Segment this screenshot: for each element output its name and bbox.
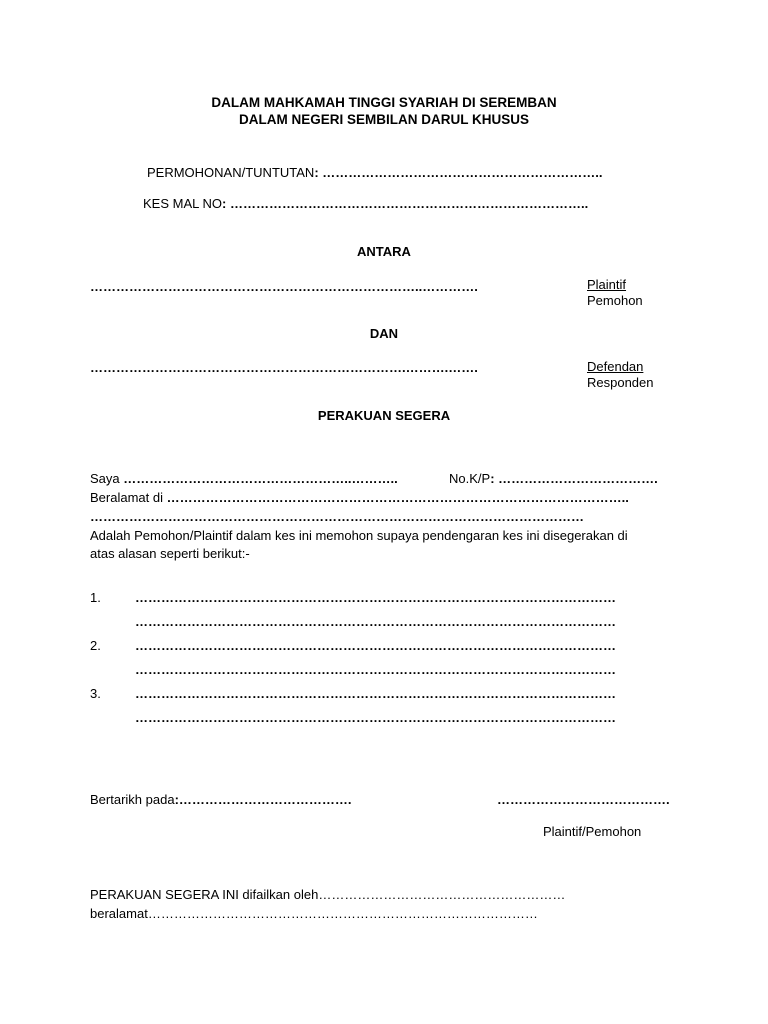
permohonan-row xyxy=(147,165,603,181)
reason-2-field-1[interactable]: ………………………………………………………………………………………………… xyxy=(135,638,616,653)
statement-line2: atas alasan seperti berikut:- xyxy=(90,546,250,561)
reason-3-field-2[interactable]: ………………………………………………………………………………………………… xyxy=(135,710,616,725)
date-row xyxy=(90,792,352,808)
plaintiff-name-field[interactable]: …………………………………………………………………..…………. xyxy=(90,279,478,294)
alamat-field-2[interactable]: …………………………………………………………………………………………………… xyxy=(90,509,584,524)
signature-field[interactable]: …………………………………. xyxy=(497,792,670,807)
kes-label: KES MAL NO xyxy=(143,196,222,211)
permohonan-field[interactable]: ……………………………………………………….. xyxy=(322,165,603,180)
plaintiff-role: Plaintif xyxy=(587,277,627,292)
responden-role: Responden xyxy=(587,375,654,390)
signatory-label: Plaintif/Pemohon xyxy=(543,824,642,839)
reason-3-field-1[interactable]: ………………………………………………………………………………………………… xyxy=(135,686,616,701)
kes-colon: : xyxy=(221,196,227,211)
reason-2-field-2[interactable]: ………………………………………………………………………………………………… xyxy=(135,662,616,677)
reason-1-field-2[interactable]: ………………………………………………………………………………………………… xyxy=(135,614,616,629)
saya-label: Saya xyxy=(90,471,120,486)
footer-address-label: beralamat xyxy=(90,906,148,921)
kes-field[interactable]: ……………………………………………………………………….. xyxy=(229,196,589,211)
kp-row xyxy=(449,471,658,487)
defendant-name-field[interactable]: ……………………………………………………………….……….……. xyxy=(90,360,478,375)
date-label: Bertarikh pada xyxy=(90,792,175,807)
reason-number-1: 1. xyxy=(90,590,101,605)
footer-line2 xyxy=(90,906,538,922)
section-title: PERAKUAN SEGERA xyxy=(317,408,451,423)
kp-label: No.K/P xyxy=(449,471,491,486)
reason-1-field-1[interactable]: ………………………………………………………………………………………………… xyxy=(135,590,616,605)
footer-address-field[interactable]: ……………………………………………………………………………… xyxy=(147,906,538,921)
kp-colon: : xyxy=(490,471,495,486)
reason-number-3: 3. xyxy=(90,686,101,701)
court-heading-line2: DALAM NEGERI SEMBILAN DARUL KHUSUS xyxy=(238,112,529,127)
statement-line1: Adalah Pemohon/Plaintif dalam kes ini memohon supaya pendengaran kes ini disegerakan di xyxy=(90,528,628,543)
defendant-role: Defendan xyxy=(587,359,644,374)
court-heading-line1: DALAM MAHKAMAH TINGGI SYARIAH DI SEREMBAN xyxy=(211,95,557,110)
date-field[interactable]: …………………………………. xyxy=(178,792,352,807)
kes-row xyxy=(143,196,588,212)
footer-filed-by-label: PERAKUAN SEGERA INI difailkan oleh xyxy=(90,887,319,902)
permohonan-label: PERMOHONAN/TUNTUTAN xyxy=(147,165,315,180)
alamat-field-1[interactable]: …………………………………………………………………………………………….. xyxy=(166,490,629,505)
alamat-row xyxy=(90,490,629,506)
saya-name-field[interactable]: ……………………………………………..……….. xyxy=(123,471,398,486)
footer-line1 xyxy=(90,887,565,903)
permohonan-colon: : xyxy=(314,165,319,180)
date-colon: : xyxy=(174,792,179,807)
pemohon-role: Pemohon xyxy=(587,293,643,308)
saya-row xyxy=(90,471,398,487)
kp-field[interactable]: ………………………………. xyxy=(498,471,658,486)
alamat-label: Beralamat di xyxy=(90,490,163,505)
reason-number-2: 2. xyxy=(90,638,101,653)
antara-heading: ANTARA xyxy=(357,244,411,259)
footer-filed-by-field[interactable]: ………………………………………………… xyxy=(318,887,566,902)
dan-heading: DAN xyxy=(369,326,399,341)
